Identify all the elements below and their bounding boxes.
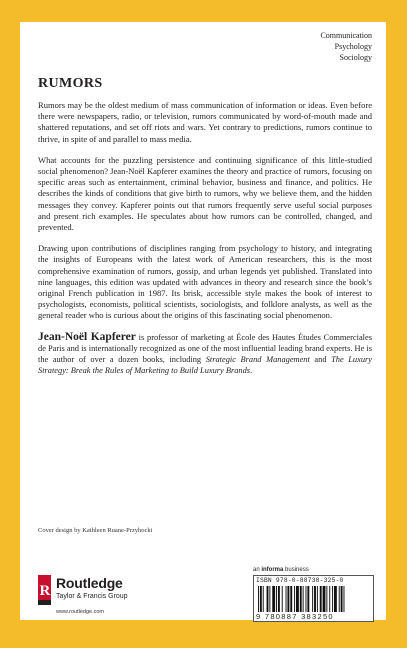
publisher-url[interactable]: www.routledge.com [56,609,104,615]
barcode-bars-icon [256,586,371,613]
routledge-r-icon [38,575,51,605]
isbn-barcode [253,575,374,622]
subject-categories [320,30,372,63]
blurb-paragraph-2: What accounts for the puzzling persistence and continuing significance of this little-studied social phenomenon? Jean-Noël Kapferer examines the theory and practice of rumors, focusing on specific areas such as entertainment, criminal behavior, business and finance, and politics. He describes the kinds of conditions that give birth to rumors, why we believe them, and the hidden messages they convey. Kapferer points out that rumors frequently serve useful social purposes and present rich examples. He speculates about how rumors can be controlled, changed, and prevented. [38,154,372,233]
blurb-paragraph-1: Rumors may be the oldest medium of mass communication of information or ideas. Even before there were newspapers, radio, or television, rumors communicated by word-of-mouth made and shattered reputations, and set off riots and wars. Yet contrary to predictions, rumors continue to thrive, in spite of and parallel to mass media. [38,100,372,144]
blurb [38,100,372,386]
informa-business-line [253,567,309,573]
author-bio [38,332,372,377]
author-name: Jean-Noël Kapferer [38,330,136,343]
barcode-digits: 9 780887 383250 [256,612,334,621]
blurb-paragraph-3: Drawing upon contributions of disciplines ranging from psychology to history, and integrating the insights of Europeans with the latest work of American researchers, this is the most comprehensive examination of rumors, gossip, and urban legends yet published. Translated into nine languages, this edition was updated with advances in theory and research since the book’s original French publication in 1987. Its brisk, accessible style makes the book of interest to psychologists, economists, political scientists, sociologists, and folklore analysts, as well as the general reader who is curious about the origins of this fascinating social phenomenon. [38,243,372,321]
cover-design-credit: Cover design by Kathleen Ruane-Przyhocki [38,527,153,534]
category-communication: Communication [320,31,372,40]
book-title: RUMORS [38,76,103,91]
svg-text:R: R [39,583,51,599]
informa-prefix: an [253,567,262,573]
category-psychology: Psychology [334,42,372,51]
back-cover-panel [20,22,386,620]
bio-text-3: . [250,366,253,376]
category-sociology: Sociology [339,53,372,62]
bio-book-1: Strategic Brand Management [205,355,310,365]
informa-suffix: business [283,567,309,573]
bio-text-2: and [309,355,332,365]
isbn-text: ISBN 978-0-88738-325-0 [256,577,344,584]
publisher-logo [38,575,158,617]
publisher-name: Routledge [56,575,123,591]
informa-brand: informa [261,567,284,573]
publisher-group: Taylor & Francis Group [56,593,128,600]
bio-text-1: is professor of marketing at École des Hautes Études Commerciales de Paris and is internationally recognized as one of the most influential leading brand experts. He is the author of over a dozen books, including [38,332,372,365]
bio-book-2: The Luxury Strategy: Break the Rules of Marketing to Build Luxury Brands [38,355,372,376]
